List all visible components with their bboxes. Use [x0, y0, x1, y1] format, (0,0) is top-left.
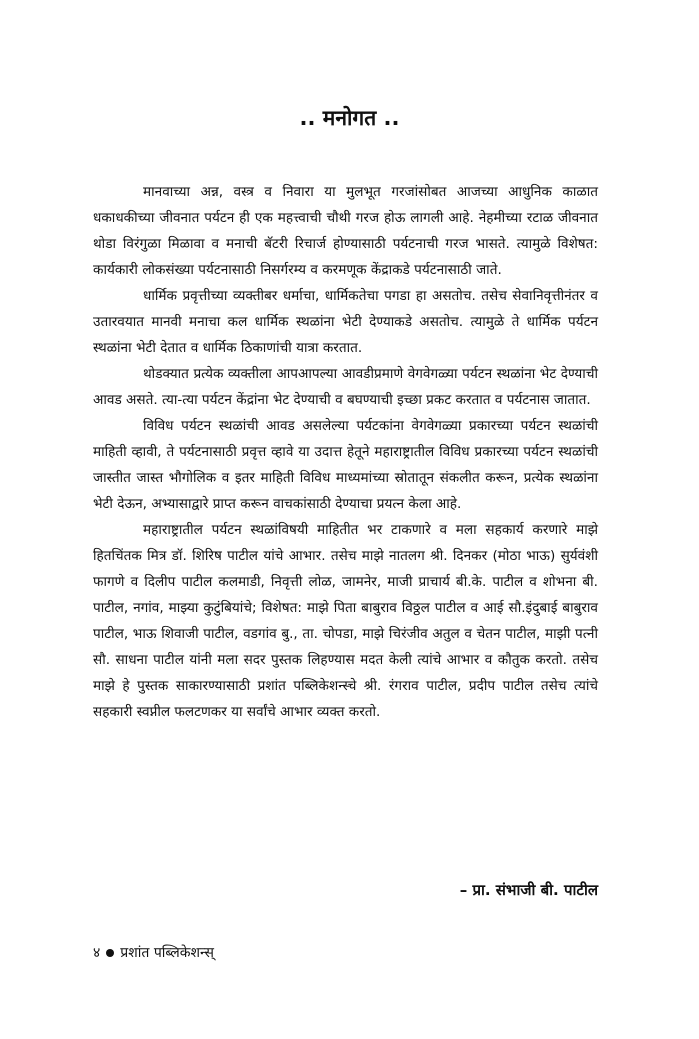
author-signature: – प्रा. संभाजी बी. पाटील — [459, 881, 598, 899]
paragraph: धार्मिक प्रवृत्तीच्या व्यक्तीबर धर्माचा, धार्मिकतेचा पगडा हा असतोच. तसेच सेवानिवृत्तीनंतर व उतारवयात मानवी मनाचा कल धार्मिक स्थळांना भेटी देण्याकडे असतोच. त्यामुळे ते धार्मिक पर्यटन स्थळांना भेटी देतात व धार्मिक ठिकाणांची यात्रा करतात. — [93, 288, 598, 356]
publisher-name: प्रशांत पब्लिकेशन्स् — [120, 945, 214, 961]
bullet-icon — [106, 949, 114, 957]
paragraph: विविध पर्यटन स्थळांची आवड असलेल्या पर्यटकांना वेगवेगळ्या प्रकारच्या पर्यटन स्थळांची माहिती व्हावी, ते पर्यटनासाठी प्रवृत्त व्हावे या उदात्त हेतूने महाराष्ट्रातील विविध प्रकारच्या पर्यटन स्थळांची जास्तीत जास्त भौगोलिक व इतर माहिती विविध माध्यमांच्या स्रोतातून संकलीत करून, प्रत्येक स्थळांना भेटी देऊन, अभ्यासाद्वारे प्राप्त करून वाचकांसाठी देण्याचा प्रयत्न केला आहे. — [93, 418, 598, 512]
preface-body — [93, 179, 598, 725]
page-number: ४ — [93, 945, 101, 961]
page-title: .. मनोगत .. — [299, 106, 400, 130]
page-footer — [93, 942, 214, 964]
paragraph: थोडक्यात प्रत्येक व्यक्तीला आपआपल्या आवडीप्रमाणे वेगवेगळ्या पर्यटन स्थळांना भेट देण्याची आवड असते. त्या-त्या पर्यटन केंद्रांना भेट देण्याची व बघण्याची इच्छा प्रकट करतात व पर्यटनास जातात. — [93, 366, 598, 408]
paragraph: महाराष्ट्रातील पर्यटन स्थळांविषयी माहितीत भर टाकणारे व मला सहकार्य करणारे माझे हितचिंतक मित्र डॉ. शिरिष पाटील यांचे आभार. तसेच माझे नातलग श्री. दिनकर (मोठा भाऊ) सुर्यवंशी फागणे व दिलीप पाटील कलमाडी, निवृत्ती लोळ, जामनेर, माजी प्राचार्य बी.के. पाटील व शोभना बी. पाटील, नगांव, माझ्या कुटुंबियांचे; विशेषत: माझे पिता बाबुराव विठ्ठल पाटील व आई सौ.इंदुबाई बाबुराव पाटील, भाऊ शिवाजी पाटील, वडगांव बु., ता. चोपडा, माझे चिरंजीव अतुल व चेतन पाटील, माझी पत्नी सौ. साधना पाटील यांनी मला सदर पुस्तक लिहण्यास मदत केली त्यांचे आभार व कौतुक करतो. तसेच माझे हे पुस्तक साकारण्यासाठी प्रशांत पब्लिकेशन्स्चे श्री. रंगराव पाटील, प्रदीप पाटील तसेच त्यांचे सहकारी स्वप्नील फलटणकर या सर्वांचे आभार व्यक्त करतो. — [93, 522, 598, 720]
paragraph: मानवाच्या अन्न, वस्त्र व निवारा या मुलभूत गरजांसोबत आजच्या आधुनिक काळात धकाधकीच्या जीवनात पर्यटन ही एक महत्त्वाची चौथी गरज होऊ लागली आहे. नेहमीच्या रटाळ जीवनात थोडा विरंगुळा मिळावा व मनाची बॅटरी रिचार्ज होण्यासाठी पर्यटनाची गरज भासते. त्यामुळे विशेषत: कार्यकारी लोकसंख्या पर्यटनासाठी निसर्गरम्य व करमणूक केंद्राकडे पर्यटनासाठी जाते. — [93, 184, 598, 278]
